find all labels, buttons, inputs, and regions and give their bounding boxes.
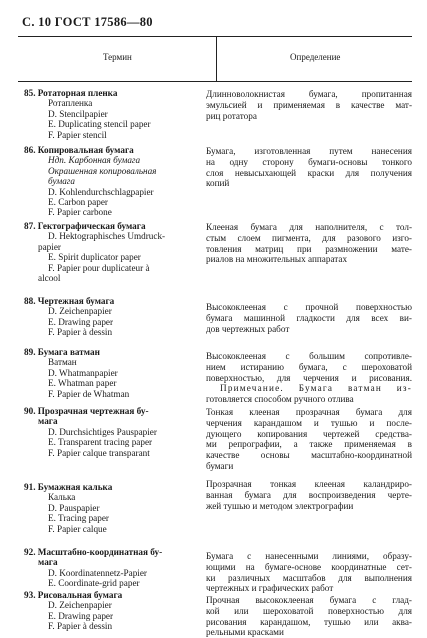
term-line: E. Spirit duplicator paper [48, 252, 141, 263]
term-line: F. Papier calque transparant [48, 447, 150, 458]
definition-column [206, 595, 412, 638]
term-column [24, 406, 204, 458]
term-column [24, 590, 204, 632]
term-line: E. Coordinate-grid paper [48, 578, 140, 589]
definition-line: товления матриц при размножении мате- [206, 243, 412, 254]
definition-note: Примечание. Бумага ватман из- [220, 383, 412, 394]
definition-line: на одну сторону бумаги-основы тонкого [206, 156, 412, 167]
definition-line: кой или шероховатой поверхностью для [206, 605, 412, 616]
term-line: F. Papier carbone [48, 207, 112, 218]
term-line: D. Hektographisches Umdruck- [48, 231, 166, 242]
term-line: E. Tracing paper [48, 513, 109, 524]
column-divider [216, 37, 217, 81]
definition-line: бумага машинной гладкости для всех ви- [206, 312, 412, 323]
term-line: E. Duplicating stencil paper [48, 119, 151, 130]
definition-line: ванная бумага для воспроизведения черте- [206, 489, 412, 500]
term-line: Ватман [48, 357, 77, 368]
term-title: 93. Рисовальная бумага [24, 590, 123, 600]
term-title: 90. Прозрачная чертежная бу- [24, 406, 149, 416]
term-line: D. Zeichenpapier [48, 600, 112, 611]
term-title: 85. Ротаторная пленка [24, 88, 118, 98]
definition-line: готовляется способом ручного отлива [206, 394, 354, 405]
definition-column [206, 479, 412, 511]
term-line: E. Drawing paper [48, 316, 114, 327]
table-header [18, 36, 412, 82]
definition-column [206, 351, 412, 405]
term-line: бумага [48, 176, 75, 187]
definition-line: Тонкая клееная прозрачная бумага для [206, 407, 412, 417]
definition-line: Бумага, изготовленная путем нанесения [206, 146, 412, 156]
term-column [24, 347, 204, 399]
term-line: D. Koordinatennetz-Papier [48, 567, 147, 578]
term-line: мага [38, 557, 58, 568]
term-line: D. Stencilpapier [48, 108, 108, 119]
term-line: Окрашенная копировальная [48, 165, 157, 176]
definition-line: рисования карандашом, тушью или аква- [206, 616, 412, 627]
definition-line: бумаги [206, 460, 234, 471]
term-line: F. Papier de Whatman [48, 388, 130, 399]
definition-column [206, 146, 412, 189]
definition-line: стым слоем пигмента, для разового изго- [206, 232, 412, 243]
term-line: D. Durchsichtiges Pauspapier [48, 426, 157, 437]
page-header: С. 10 ГОСТ 17586—80 [22, 15, 153, 29]
term-column [24, 482, 204, 534]
definition-line: рельными красками [206, 627, 284, 638]
definition-column [206, 407, 412, 472]
definition-line: Прозрачная тонкая клееная каландриро- [206, 479, 412, 489]
term-line: F. Papier calque [48, 523, 107, 534]
definition-line: Прочная высококлееная бумага с глад- [206, 595, 412, 605]
term-line: D. Kohlendurchschlagpapier [48, 186, 154, 197]
column-header-term: Термин [103, 52, 132, 62]
definition-column [206, 222, 412, 265]
term-title: 92. Масштабно-координатная бу- [24, 547, 163, 557]
definition-line: риалов на множительных аппаратах [206, 254, 348, 265]
definition-line: качестве основы масштабно-координатной [206, 450, 412, 461]
definition-line: чертежных и графических работ [206, 583, 334, 594]
term-line: E. Drawing paper [48, 610, 114, 621]
definition-line: ми репрографии, а также применяемая в [206, 439, 412, 450]
term-line: alcool [38, 273, 61, 284]
term-line: D. Whatmanpapier [48, 367, 118, 378]
term-line: Ндп. Карбонная бумага [48, 155, 141, 166]
term-line: F. Papier pour duplicateur à [48, 262, 150, 273]
definition-line: слоя невысыхающей краски для получения [206, 167, 412, 178]
term-line: мага [38, 416, 58, 427]
definition-line: поверхностью, для черчения и рисования. [206, 372, 412, 383]
term-line: Ротапленка [48, 98, 93, 109]
definition-line: Бумага с нанесенными линиями, образу- [206, 551, 412, 561]
definition-line: риц ротатора [206, 110, 257, 121]
term-line: F. Papier stencil [48, 129, 107, 140]
definition-line: копий [206, 178, 230, 189]
column-header-definition: Определение [290, 52, 341, 62]
definition-line: ки различных масштабов для выполнения [206, 572, 412, 583]
term-line: D. Zeichenpapier [48, 306, 112, 317]
definition-line: Высококлееная с большим сопротивле- [206, 351, 412, 361]
definition-line: Высококлееная с прочной поверхностью [206, 302, 412, 312]
term-title: 91. Бумажная калька [24, 482, 113, 492]
definition-line: жей тушью и методом электрографии [206, 500, 354, 511]
term-column [24, 88, 204, 140]
term-line: F. Papier à dessin [48, 621, 113, 632]
definition-line: Клееная бумага для наполнителя, с тол- [206, 222, 412, 232]
term-title: 89. Бумага ватман [24, 347, 100, 357]
definition-line: Длинноволокнистая бумага, пропитанная [206, 89, 412, 99]
definition-line: черчения карандашом и тушью и после- [206, 417, 412, 428]
definition-line: дующего копирования чертежей средства- [206, 428, 412, 439]
term-column [24, 145, 204, 218]
term-title: 87. Гектографическая бумага [24, 221, 146, 231]
term-column [24, 221, 204, 283]
term-line: papier [38, 241, 61, 252]
definition-line: нием истиранию бумага, с шероховатой [206, 361, 412, 372]
term-column [24, 296, 204, 338]
term-column [24, 547, 204, 589]
definition-line: дов чертежных работ [206, 323, 290, 334]
definition-line: ющими на бумаге-основе координатные сет- [206, 561, 412, 572]
term-line: E. Whatman paper [48, 378, 117, 389]
term-title: 88. Чертежная бумага [24, 296, 115, 306]
term-line: E. Carbon paper [48, 197, 108, 208]
term-line: D. Pauspapier [48, 502, 100, 513]
term-line: E. Transparent tracing paper [48, 437, 153, 448]
definition-column [206, 89, 412, 121]
term-line: Калька [48, 492, 76, 503]
term-line: F. Papier à dessin [48, 327, 113, 338]
definition-column [206, 551, 412, 594]
term-title: 86. Копировальная бумага [24, 145, 134, 155]
definition-column [206, 302, 412, 334]
definition-line: эмульсией и применяемая в качестве мат- [206, 99, 412, 110]
